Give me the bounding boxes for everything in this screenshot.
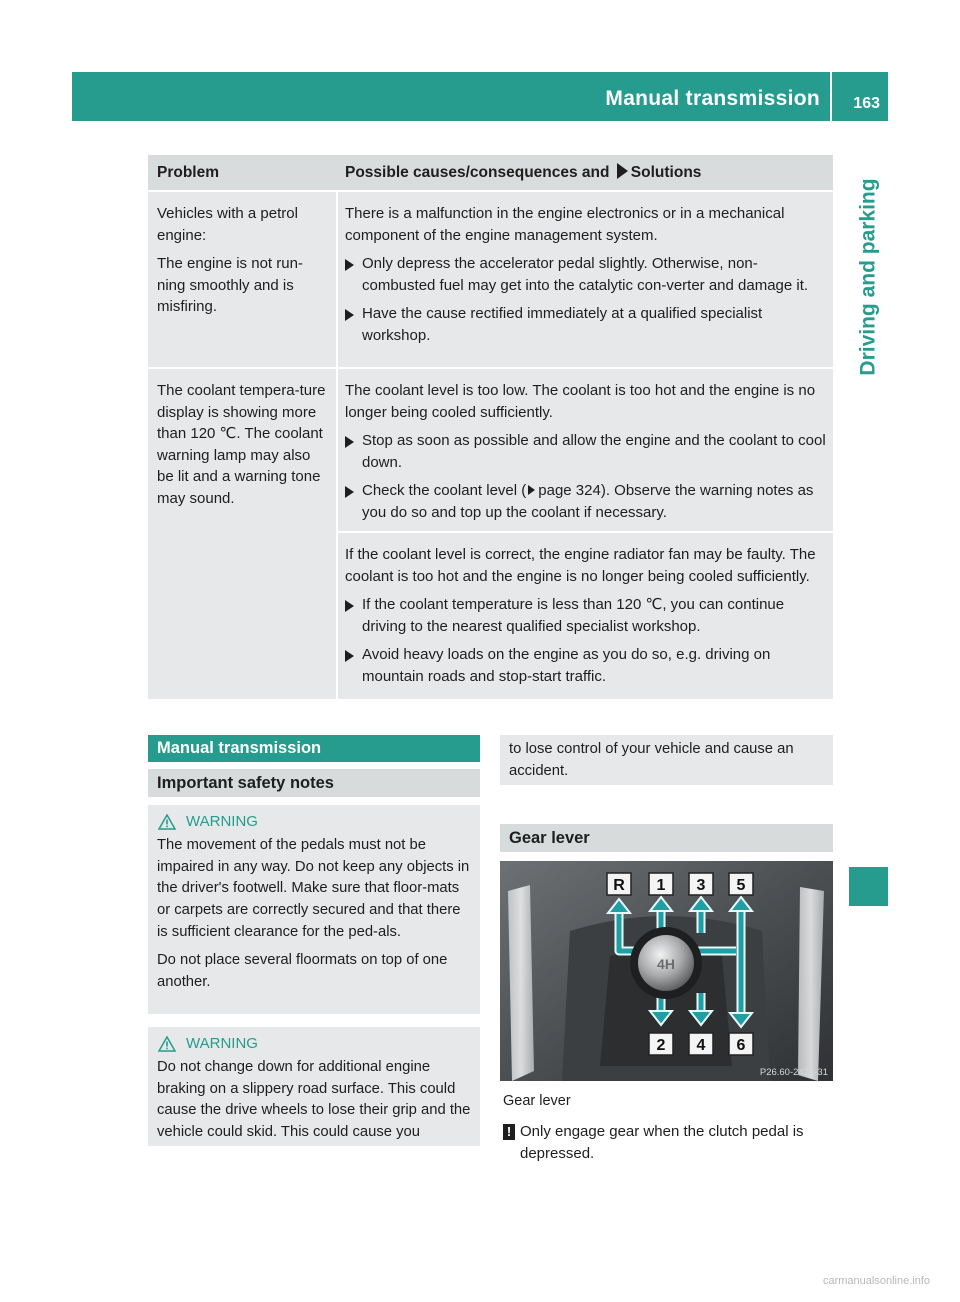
header-solutions-label: Solutions <box>630 164 702 181</box>
figure-code: P26.60-2421-31 <box>759 1067 828 1078</box>
exclamation-icon: ! <box>503 1124 515 1140</box>
section-heading-gear-lever: Gear lever <box>500 824 833 852</box>
problem-cell <box>148 192 336 367</box>
warning-label: WARNING <box>186 813 258 830</box>
step-text: Only depress the accelerator pedal slightly. Otherwise, non-combusted fuel may get into the catalytic con-verter and damage it. <box>362 255 809 294</box>
step-text: Stop as soon as possible and allow the engine and the coolant to cool down. <box>362 432 826 471</box>
step-arrow-icon <box>345 259 354 271</box>
header-problem: Problem <box>157 164 220 181</box>
chapter-title: Manual transmission <box>605 87 820 110</box>
side-tab-label: Driving and parking <box>856 178 880 376</box>
problem-text: Vehicles with a petrol engine: <box>157 205 298 244</box>
action-step <box>345 303 829 346</box>
knob-label: 4H <box>657 956 675 972</box>
side-tab <box>849 121 888 431</box>
table-header <box>148 155 833 190</box>
gear-label-1: 1 <box>656 877 666 894</box>
header-divider <box>830 72 832 121</box>
cause-text: If the coolant level is correct, the engine radiator fan may be faulty. The coolant is too hot and the engine is no longer being cooled sufficiently. <box>345 546 816 585</box>
action-step <box>345 644 829 687</box>
solution-cell <box>336 192 833 367</box>
problem-text: The coolant tempera-ture display is showing more than 120 ℃. The coolant warning lamp may also be lit and a warning tone may sound. <box>157 382 326 507</box>
step-text: If the coolant temperature is less than 120 ℃, you can continue driving to the nearest qualified specialist workshop. <box>362 596 785 635</box>
step-arrow-icon <box>345 309 354 321</box>
warning-heading <box>157 1033 472 1055</box>
warning-text: Do not place several floormats on top of one another. <box>157 951 448 990</box>
step-text: Have the cause rectified immediately at a qualified specialist workshop. <box>362 305 763 344</box>
action-step <box>345 480 829 523</box>
step-text-a: Check the coolant level ( <box>362 482 527 499</box>
gear-label-r: R <box>613 877 625 894</box>
note-text: Only engage gear when the clutch pedal is depressed. <box>520 1123 804 1162</box>
warning-text: The movement of the pedals must not be impaired in any way. Do not keep any objects in the driver's footwell. Make sure that floor-mats or carpets are correctly secured and that there is sufficient clearance for the ped-als. <box>157 836 470 940</box>
warning-continuation <box>500 735 833 785</box>
gear-lever-image <box>500 861 833 1081</box>
cause-text: There is a malfunction in the engine electronics or in a mechanical component of the engine management system. <box>345 205 785 244</box>
gear-label-4: 4 <box>696 1037 706 1054</box>
troubleshooting-table <box>148 155 833 699</box>
section-heading-manual-transmission: Manual transmission <box>148 735 480 762</box>
step-arrow-icon <box>345 436 354 448</box>
gear-label-6: 6 <box>736 1037 746 1054</box>
header-solutions <box>336 155 833 190</box>
step-arrow-icon <box>345 486 354 498</box>
page-reference-icon <box>528 485 535 495</box>
side-tab-marker <box>849 867 888 906</box>
action-step <box>345 253 829 296</box>
table-row <box>148 369 833 699</box>
page-number: 163 <box>853 95 880 112</box>
warning-box <box>148 1027 480 1146</box>
cause-text: The coolant level is too low. The coolant is too hot and the engine is no longer being cooled sufficiently. <box>345 382 816 421</box>
warning-text: Do not change down for additional engine braking on a slippery road surface. This could cause the drive wheels to lose their grip and the vehicle could skid. This could cause you <box>157 1058 471 1141</box>
watermark: carmanualsonline.info <box>822 1274 930 1287</box>
step-arrow-icon <box>345 600 354 612</box>
warning-text: to lose control of your vehicle and cause an accident. <box>509 741 794 779</box>
warning-triangle-icon <box>158 1036 176 1052</box>
step-text-b: page 324). Observe the warning notes as you do so and top up the coolant if necessary. <box>362 482 814 521</box>
gear-label-5: 5 <box>736 877 746 894</box>
step-arrow-icon <box>345 650 354 662</box>
gear-label-3: 3 <box>696 877 706 894</box>
action-step <box>345 430 829 473</box>
action-step <box>345 594 829 637</box>
table-row <box>148 192 833 367</box>
solution-cell <box>336 369 833 699</box>
warning-heading <box>157 811 472 833</box>
warning-label: WARNING <box>186 1035 258 1052</box>
warning-triangle-icon <box>158 814 176 830</box>
problem-text: The engine is not run-ning smoothly and is misfiring. <box>157 255 303 315</box>
caution-note <box>503 1121 833 1164</box>
warning-box <box>148 805 480 1014</box>
header-solutions-text: Possible causes/consequences and <box>345 164 610 181</box>
gear-label-2: 2 <box>656 1037 666 1054</box>
play-arrow-icon <box>617 163 628 179</box>
gear-lever-figure <box>500 861 833 1081</box>
step-text: Avoid heavy loads on the engine as you do so, e.g. driving on mountain roads and stop-start traffic. <box>362 646 771 685</box>
problem-cell <box>148 369 336 699</box>
figure-caption: Gear lever <box>503 1093 571 1109</box>
page-header <box>72 72 888 121</box>
section-heading-safety-notes: Important safety notes <box>148 769 480 797</box>
